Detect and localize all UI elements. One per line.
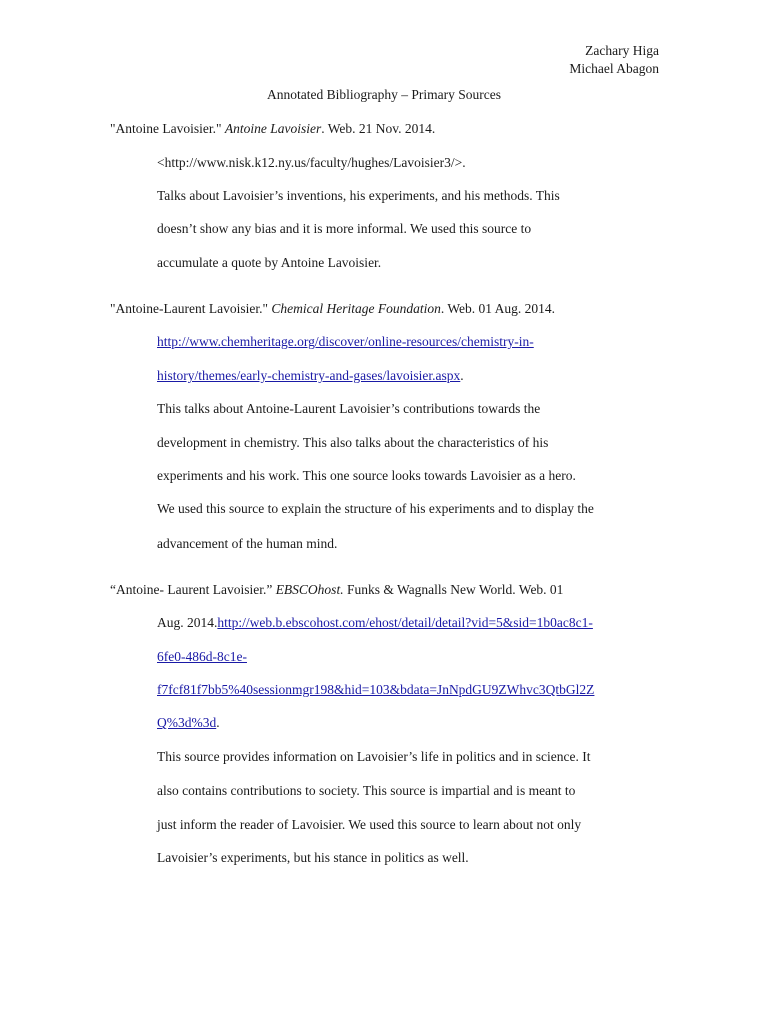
citation-2 bbox=[110, 301, 555, 317]
citation-3-link-continued-2[interactable]: f7fcf81f7bb5%40sessionmgr198&hid=103&bdata=JnNpdGU9ZWhvc3QtbGl2Z bbox=[157, 682, 595, 697]
citation-1-pub: . Web. 21 Nov. 2014. bbox=[321, 121, 436, 136]
document-title: Annotated Bibliography – Primary Sources bbox=[267, 87, 501, 102]
citation-3-link[interactable]: http://web.b.ebscohost.com/ehost/detail/detail?vid=5&sid=1b0ac8c1- bbox=[217, 615, 593, 630]
citation-3-title: “Antoine- Laurent Lavoisier.” bbox=[110, 582, 273, 597]
citation-1 bbox=[110, 121, 435, 137]
citation-2-url-line-1 bbox=[157, 334, 534, 350]
citation-1-url: <http://www.nisk.k12.ny.us/faculty/hughes/Lavoisier3/>. bbox=[157, 155, 466, 170]
citation-2-link[interactable]: http://www.chemheritage.org/discover/online-resources/chemistry-in- bbox=[157, 334, 534, 349]
annotation-2-line-3: experiments and his work. This one source looks towards Lavoisier as a hero. bbox=[157, 468, 576, 483]
citation-3-pub: Funks & Wagnalls New World. Web. 01 bbox=[343, 582, 564, 597]
citation-1-title: "Antoine Lavoisier." bbox=[110, 121, 222, 136]
citation-3-link-continued-1[interactable]: 6fe0-486d-8c1e- bbox=[157, 649, 247, 664]
citation-2-link-continued[interactable]: history/themes/early-chemistry-and-gases/lavoisier.aspx bbox=[157, 368, 461, 383]
author-name-1: Zachary Higa bbox=[585, 43, 659, 58]
citation-3-pub-date: Aug. 2014. bbox=[157, 615, 218, 630]
annotation-3-line-4: Lavoisier’s experiments, but his stance in politics as well. bbox=[157, 850, 469, 865]
annotation-2-line-4: We used this source to explain the structure of his experiments and to display the bbox=[157, 501, 594, 516]
citation-3-url-line-2 bbox=[157, 649, 247, 665]
annotation-1-line-3: accumulate a quote by Antoine Lavoisier. bbox=[157, 255, 382, 270]
citation-3-url-suffix: . bbox=[216, 715, 220, 730]
citation-3-url-line-3 bbox=[157, 682, 594, 698]
citation-2-source: Chemical Heritage Foundation bbox=[271, 301, 441, 316]
citation-3-source: EBSCOhost. bbox=[275, 582, 344, 597]
annotation-1-line-1: Talks about Lavoisier’s inventions, his experiments, and his methods. This bbox=[157, 188, 560, 203]
citation-3-url-line-1 bbox=[157, 615, 593, 631]
citation-3-link-continued-3[interactable]: Q%3d%3d bbox=[157, 715, 217, 730]
annotation-2-line-5: advancement of the human mind. bbox=[157, 536, 338, 551]
citation-2-title: "Antoine-Laurent Lavoisier." bbox=[110, 301, 268, 316]
annotation-3-line-3: just inform the reader of Lavoisier. We used this source to learn about not only bbox=[157, 817, 582, 832]
annotation-1-line-2: doesn’t show any bias and it is more informal. We used this source to bbox=[157, 221, 532, 236]
citation-2-pub: . Web. 01 Aug. 2014. bbox=[440, 301, 556, 316]
author-name-2: Michael Abagon bbox=[569, 61, 659, 76]
annotation-2-line-2: development in chemistry. This also talks about the characteristics of his bbox=[157, 435, 549, 450]
citation-2-url-line-2 bbox=[157, 368, 464, 384]
annotation-3-line-1: This source provides information on Lavoisier’s life in politics and in science. It bbox=[157, 749, 591, 764]
citation-2-url-suffix: . bbox=[460, 368, 464, 383]
citation-1-source: Antoine Lavoisier bbox=[224, 121, 322, 136]
citation-3-url-line-4 bbox=[157, 715, 220, 731]
annotation-3-line-2: also contains contributions to society. This source is impartial and is meant to bbox=[157, 783, 576, 798]
citation-3 bbox=[110, 582, 563, 598]
annotation-2-line-1: This talks about Antoine-Laurent Lavoisier’s contributions towards the bbox=[157, 401, 541, 416]
